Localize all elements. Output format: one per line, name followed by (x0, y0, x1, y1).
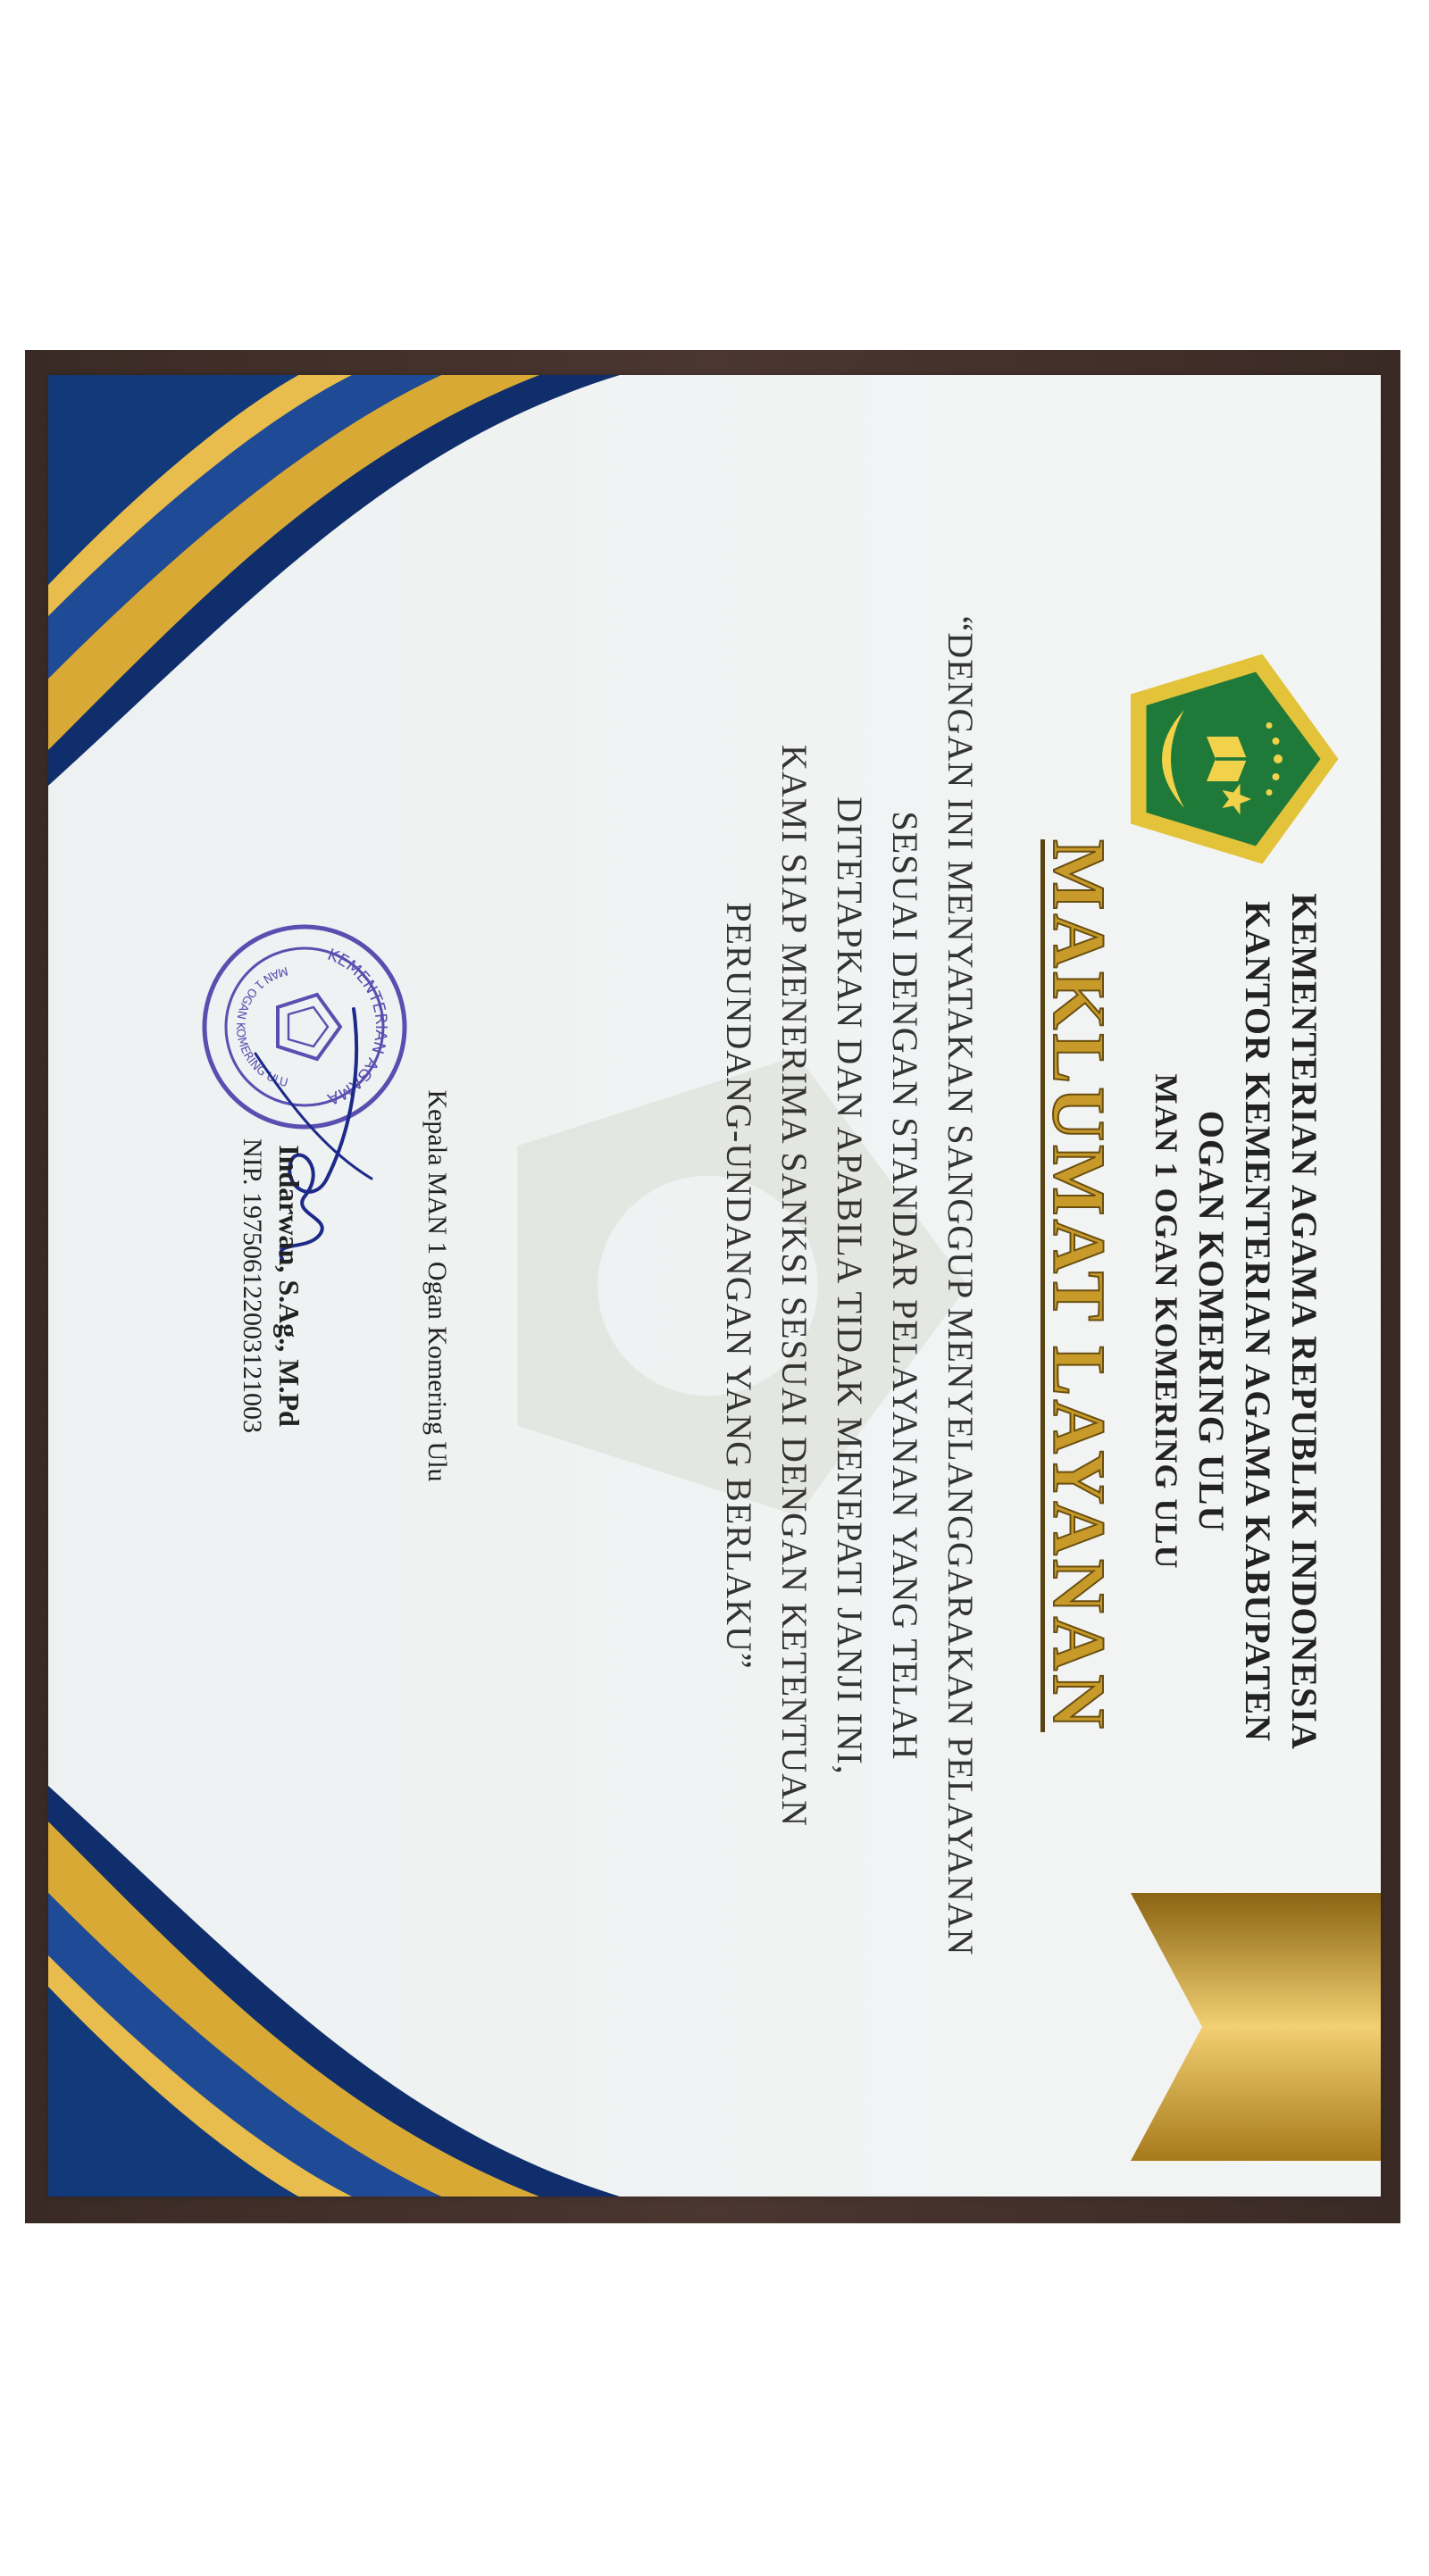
gold-ribbon-icon (1131, 1893, 1381, 2161)
statement-line: KAMI SIAP MENERIMA SANKSI SESUAI DENGAN KETENTUAN (774, 745, 815, 1827)
statement-line: PERUNDANG-UNDANGAN YANG BERLAKU” (719, 902, 759, 1670)
institution-header (1145, 875, 1327, 1768)
statement-line: SESUAI DENGAN STANDAR PELAYANAN YANG TELAH (885, 811, 925, 1761)
header-line-3: MAN 1 OGAN KOMERING ULU (1149, 1073, 1184, 1570)
signatory-nip: NIP. 197506122003121003 (238, 1138, 267, 1433)
decorative-wave-left (48, 375, 620, 786)
header-line-1: KEMENTERIAN AGAMA REPUBLIK INDONESIA (1284, 893, 1325, 1750)
signatory-position: Kepala MAN 1 Ogan Komering Ulu (422, 1089, 452, 1482)
certificate-sheet (48, 375, 1381, 2197)
statement-line: DITETAPKAN DAN APABILA TIDAK MENEPATI JANJI INI, (830, 796, 870, 1775)
statement-line: “DENGAN INI MENYATAKAN SANGGUP MENYELANGGARAKAN PELAYANAN (940, 615, 981, 1956)
kemenag-emblem-icon (1122, 643, 1345, 875)
stamp-outer-text: KEMENTERIAN AGAMA (324, 945, 391, 1109)
header-line-2: KANTOR KEMENTERIAN AGAMA KABUPATEN OGAN KOMERING ULU (1191, 901, 1278, 1742)
stamp-inner-text: MAN 1 OGAN KOMERING ULU (232, 963, 289, 1091)
document-title: MAKLUMAT LAYANAN (1037, 839, 1120, 1732)
signatory-name: Indarwan, S.Ag., M.Pd (273, 1145, 305, 1427)
decorative-wave-right (48, 1786, 620, 2197)
signature-block (237, 821, 452, 1750)
statement-text (711, 580, 988, 1991)
